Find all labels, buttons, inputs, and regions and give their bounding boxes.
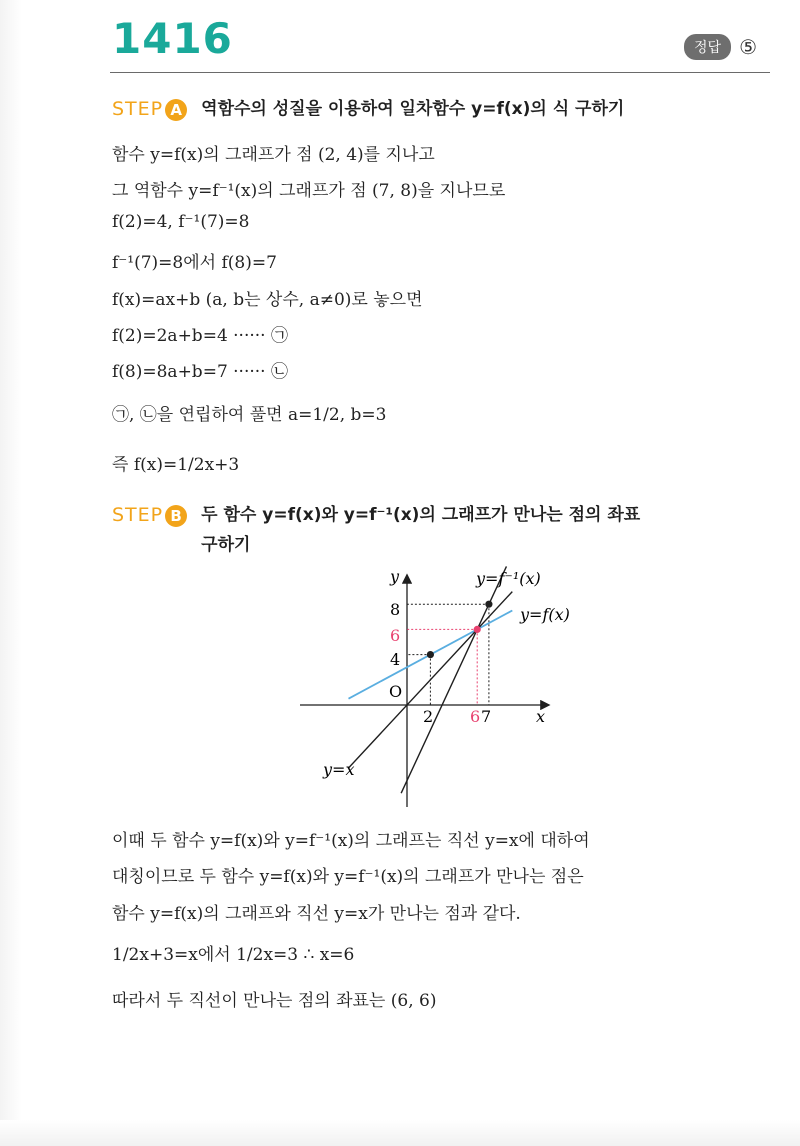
answer-value: ⑤ xyxy=(739,35,757,59)
step-b-title-line-2: 구하기 xyxy=(201,535,251,555)
step-a-line-2: 그 역함수 y=f⁻¹(x)의 그래프가 점 (7, 8)을 지나므로 xyxy=(112,181,506,201)
step-b-line-3: 함수 y=f(x)의 그래프와 직선 y=x가 만나는 점과 같다. xyxy=(112,904,521,924)
step-a-title: 역함수의 성질을 이용하여 일차함수 y=f(x)의 식 구하기 xyxy=(201,99,625,119)
step-a-heading xyxy=(112,98,624,124)
inverse-line xyxy=(401,566,506,793)
step-b-line-5: 따라서 두 직선이 만나는 점의 좌표는 (6, 6) xyxy=(112,991,437,1011)
graph-point xyxy=(427,651,434,658)
step-a-line-7: f(8)=8a+b=7 ······ ㉡ xyxy=(112,362,288,382)
inverse-line-label: y=f⁻¹(x) xyxy=(476,569,541,588)
page-bottom-shadow xyxy=(0,1120,800,1146)
step-a-line-6: f(2)=2a+b=4 ······ ㉠ xyxy=(112,326,288,346)
function-graph xyxy=(290,562,620,812)
identity-line xyxy=(349,592,513,768)
step-b-title-line-1: 두 함수 y=f(x)와 y=f⁻¹(x)의 그래프가 만나는 점의 좌표 xyxy=(201,505,641,525)
y-tick-4: 4 xyxy=(390,650,401,669)
step-b-heading xyxy=(112,504,640,560)
step-a-line-9: 즉 f(x)=1/2x+3 xyxy=(112,455,240,475)
intersection-point xyxy=(474,626,481,633)
f-line-label: y=f(x) xyxy=(520,605,570,624)
header-divider xyxy=(110,72,770,73)
step-a-letter-badge: A xyxy=(165,99,187,121)
step-a-line-1: 함수 y=f(x)의 그래프가 점 (2, 4)를 지나고 xyxy=(112,145,435,165)
y-tick-6: 6 xyxy=(390,626,401,645)
step-a-line-4: f⁻¹(7)=8에서 f(8)=7 xyxy=(112,253,277,273)
step-b-title xyxy=(201,500,640,560)
x-tick-7: 7 xyxy=(481,707,492,726)
origin-label: O xyxy=(389,682,403,701)
page-edge-shadow xyxy=(0,0,22,1146)
graph-point xyxy=(485,601,492,608)
answer-box xyxy=(684,34,757,60)
x-axis-label: x xyxy=(536,707,546,726)
step-b-line-4: 1/2x+3=x에서 1/2x=3 ∴ x=6 xyxy=(112,945,355,965)
problem-number: 1416 xyxy=(112,14,233,63)
x-tick-6: 6 xyxy=(470,707,481,726)
step-b-line-1: 이때 두 함수 y=f(x)와 y=f⁻¹(x)의 그래프는 직선 y=x에 대하여 xyxy=(112,831,590,851)
step-a-line-5: f(x)=ax+b (a, b는 상수, a≠0)로 놓으면 xyxy=(112,290,423,310)
identity-line-label: y=x xyxy=(323,760,355,779)
step-b-word: STEP xyxy=(112,504,164,526)
step-a-line-3: f(2)=4, f⁻¹(7)=8 xyxy=(112,212,250,232)
x-tick-2: 2 xyxy=(423,707,434,726)
y-tick-8: 8 xyxy=(390,600,401,619)
step-b-letter-badge: B xyxy=(165,505,187,527)
answer-badge: 정답 xyxy=(684,34,731,60)
y-axis-label: y xyxy=(390,567,400,586)
step-b-line-2: 대칭이므로 두 함수 y=f(x)와 y=f⁻¹(x)의 그래프가 만나는 점은 xyxy=(112,867,584,887)
step-a-line-8: ㉠, ㉡을 연립하여 풀면 a=1/2, b=3 xyxy=(112,405,387,425)
step-a-word: STEP xyxy=(112,98,164,120)
